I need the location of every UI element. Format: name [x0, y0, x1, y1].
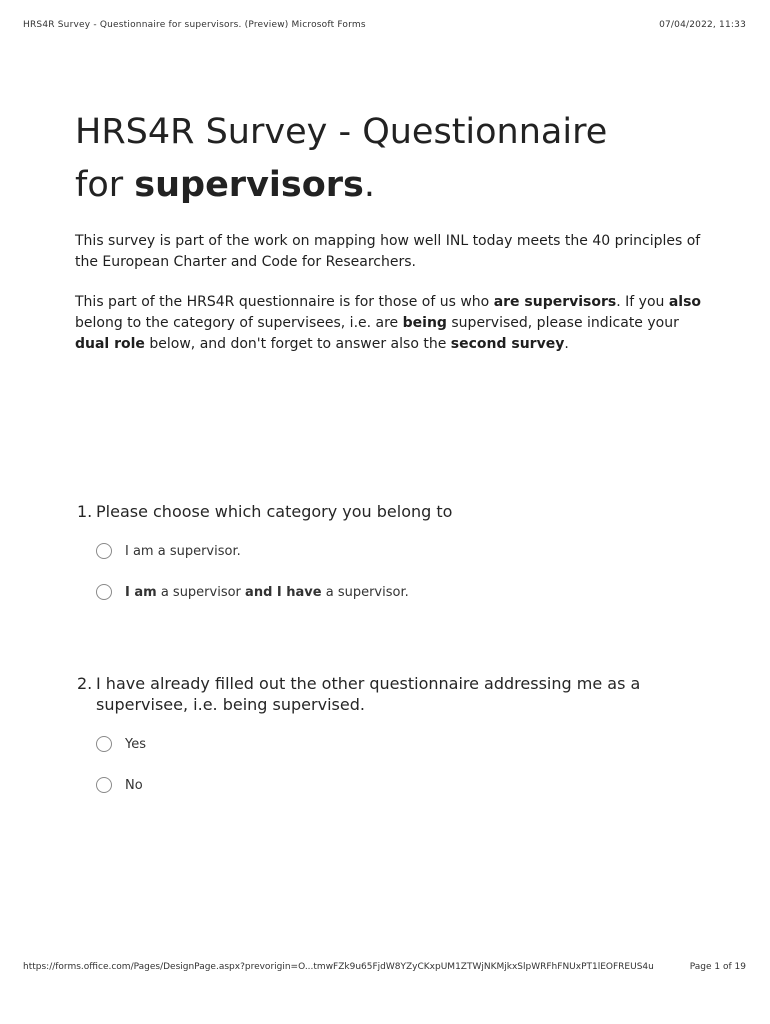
intro-bold: are supervisors [493, 294, 617, 310]
intro-bold: being [402, 315, 447, 331]
page-url: https://forms.office.com/Pages/DesignPage.aspx?prevorigin=O...tmwFZk9u65FjdW8YZyCKxpUM1ZTWjNKMjkxSlpWRFhFNUxPT1lEOFREUS4u [23, 962, 654, 972]
form-intro-paragraph-1: This survey is part of the work on mapping how well INL today meets the 40 principles of the European Charter and Code for Researchers. [75, 233, 701, 270]
option-yes[interactable] [96, 736, 146, 752]
option-label-bold: and I have [245, 584, 322, 600]
radio-button-icon[interactable] [96, 777, 112, 793]
print-header [23, 20, 746, 30]
option-label-bold: I am [125, 584, 157, 600]
page-number: Page 1 of 19 [689, 962, 746, 972]
intro-text: This part of the HRS4R questionnaire is for those of us who [75, 294, 494, 310]
question-number: 1. [77, 502, 93, 521]
option-label: No [125, 777, 143, 793]
form-intro-paragraph-2 [75, 292, 705, 355]
document-title: HRS4R Survey - Questionnaire for supervisors. (Preview) Microsoft Forms [23, 20, 366, 30]
option-i-am-a-supervisor[interactable] [96, 543, 241, 559]
question-title [77, 673, 677, 715]
intro-text: belong to the category of supervisees, i.e. are [75, 315, 403, 331]
radio-button-icon[interactable] [96, 736, 112, 752]
intro-text: . [564, 336, 569, 352]
question-text: I have already filled out the other questionnaire addressing me as a supervisee, i.e. being supervised. [96, 674, 641, 714]
form-title-for: for [75, 165, 135, 205]
option-supervisor-and-have-supervisor[interactable] [96, 584, 409, 600]
intro-bold: dual role [75, 336, 145, 352]
question-number: 2. [77, 674, 93, 693]
intro-text: below, and don't forget to answer also the [144, 336, 451, 352]
form-title-bold: supervisors [134, 165, 364, 205]
form-title-line1: HRS4R Survey - Questionnaire [75, 112, 608, 152]
option-label [125, 585, 409, 600]
option-no[interactable] [96, 777, 143, 793]
radio-button-icon[interactable] [96, 543, 112, 559]
option-label: I am a supervisor. [125, 543, 241, 559]
radio-button-icon[interactable] [96, 584, 112, 600]
option-label-text: a supervisor [156, 584, 246, 600]
question-title [77, 501, 677, 522]
intro-text: . If you [616, 294, 669, 310]
intro-text: supervised, please indicate your [446, 315, 679, 331]
print-footer [23, 962, 746, 972]
question-text: Please choose which category you belong to [96, 502, 453, 521]
intro-bold: second survey [450, 336, 565, 352]
form-title-end: . [363, 165, 375, 205]
question-2 [77, 673, 677, 793]
form-title [75, 106, 695, 212]
print-datetime: 07/04/2022, 11:33 [659, 20, 746, 30]
question-1 [77, 501, 677, 600]
intro-bold: also [668, 294, 702, 310]
option-label-text: a supervisor. [321, 584, 409, 600]
option-label: Yes [125, 736, 146, 752]
